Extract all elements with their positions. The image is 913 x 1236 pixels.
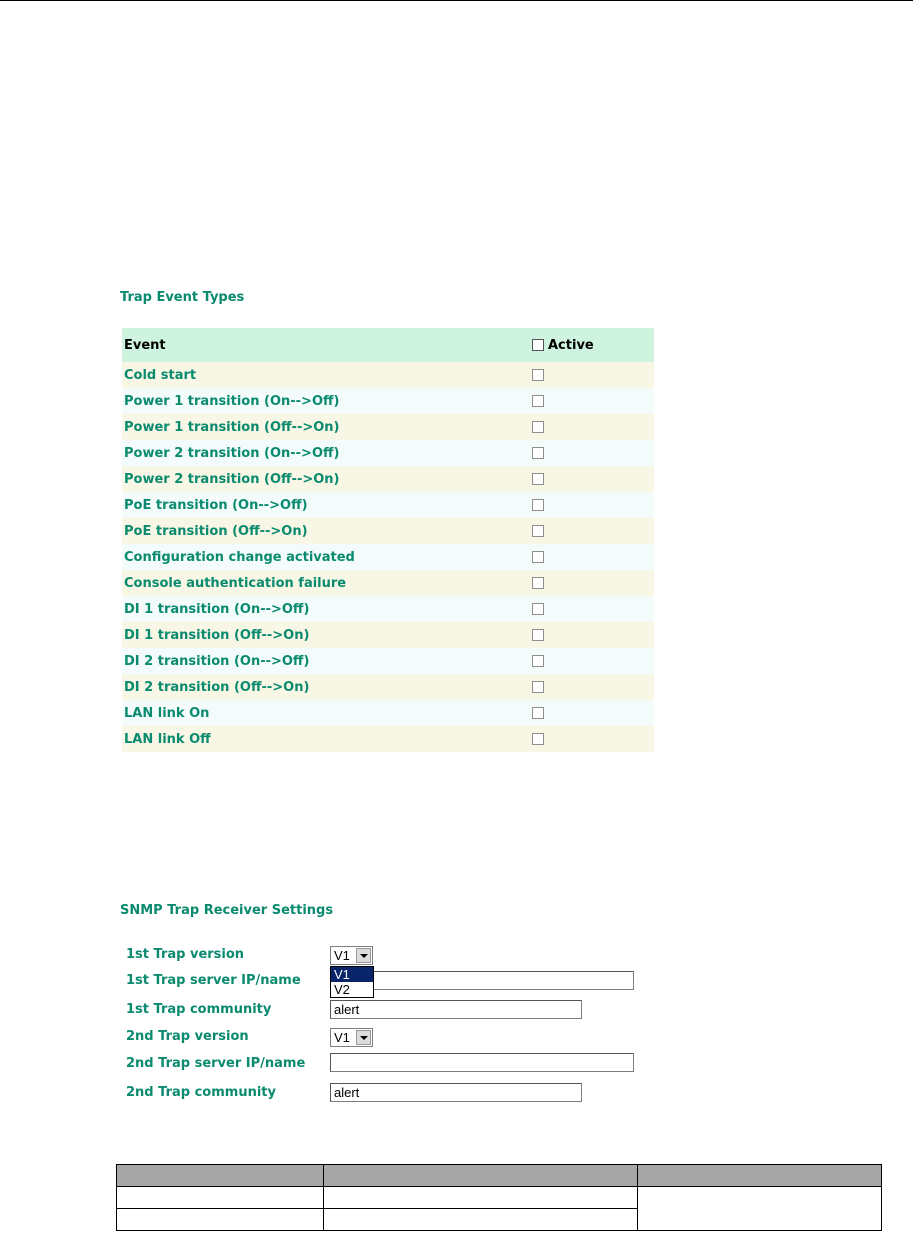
table-row <box>122 570 654 596</box>
active-checkbox[interactable] <box>532 369 544 381</box>
table-row <box>122 674 654 700</box>
event-name: Console authentication failure <box>122 570 526 596</box>
trap2-server-label: 2nd Trap server IP/name <box>126 1056 306 1071</box>
table-header-cell <box>117 1165 324 1187</box>
trap2-server-input[interactable] <box>330 1053 634 1072</box>
trap2-version-value: V1 <box>334 1030 350 1045</box>
active-checkbox[interactable] <box>532 421 544 433</box>
event-column-header: Event <box>122 328 526 362</box>
table-row <box>122 596 654 622</box>
trap1-version-select[interactable] <box>330 946 373 965</box>
event-name: Power 1 transition (On-->Off) <box>122 388 526 414</box>
chevron-down-icon[interactable] <box>356 1030 371 1045</box>
select-all-active-checkbox[interactable] <box>532 339 544 351</box>
active-checkbox[interactable] <box>532 473 544 485</box>
table-header-row <box>117 1165 882 1187</box>
version-option[interactable]: V2 <box>334 982 350 997</box>
snmp-trap-receiver-title: SNMP Trap Receiver Settings <box>120 903 334 918</box>
table-row <box>122 700 654 726</box>
event-name: PoE transition (On-->Off) <box>122 492 526 518</box>
active-checkbox[interactable] <box>532 707 544 719</box>
table-cell <box>638 1187 882 1231</box>
active-checkbox[interactable] <box>532 733 544 745</box>
table-cell <box>323 1209 637 1231</box>
event-name: DI 2 transition (On-->Off) <box>122 648 526 674</box>
active-checkbox[interactable] <box>532 551 544 563</box>
trap-event-header-row <box>122 328 654 362</box>
table-header-cell <box>638 1165 882 1187</box>
event-name: Power 2 transition (Off-->On) <box>122 466 526 492</box>
version-option[interactable]: V1 <box>331 967 373 982</box>
table-row <box>122 648 654 674</box>
event-name: DI 1 transition (Off-->On) <box>122 622 526 648</box>
table-cell <box>117 1209 324 1231</box>
table-row <box>122 518 654 544</box>
event-name: Configuration change activated <box>122 544 526 570</box>
active-header-label: Active <box>548 337 594 353</box>
event-name: Power 1 transition (Off-->On) <box>122 414 526 440</box>
table-row <box>122 388 654 414</box>
table-header-cell <box>323 1165 637 1187</box>
top-rule <box>0 0 913 1</box>
table-row <box>122 544 654 570</box>
active-checkbox[interactable] <box>532 681 544 693</box>
active-checkbox[interactable] <box>532 499 544 511</box>
table-row <box>122 726 654 752</box>
trap1-version-label: 1st Trap version <box>126 947 245 962</box>
active-column-header <box>526 328 654 362</box>
table-row <box>122 492 654 518</box>
table-row <box>122 362 654 388</box>
active-checkbox[interactable] <box>532 655 544 667</box>
table-row <box>122 622 654 648</box>
event-name: PoE transition (Off-->On) <box>122 518 526 544</box>
event-name: LAN link Off <box>122 726 526 752</box>
trap2-community-label: 2nd Trap community <box>126 1085 276 1100</box>
chevron-down-icon[interactable] <box>356 948 371 963</box>
event-name: Cold start <box>122 362 526 388</box>
trap1-version-dropdown-list <box>330 966 374 998</box>
trap-event-types-title: Trap Event Types <box>120 290 245 305</box>
description-table <box>116 1164 882 1231</box>
table-cell <box>323 1187 637 1209</box>
event-name: DI 1 transition (On-->Off) <box>122 596 526 622</box>
trap2-version-select[interactable] <box>330 1028 373 1047</box>
trap2-community-input[interactable]: alert <box>330 1083 582 1102</box>
event-name: DI 2 transition (Off-->On) <box>122 674 526 700</box>
trap1-version-value: V1 <box>334 948 350 963</box>
event-name: LAN link On <box>122 700 526 726</box>
trap2-version-label: 2nd Trap version <box>126 1029 249 1044</box>
trap1-community-label: 1st Trap community <box>126 1002 272 1017</box>
trap1-server-input[interactable] <box>330 971 634 990</box>
active-checkbox[interactable] <box>532 525 544 537</box>
table-row <box>117 1187 882 1209</box>
event-name: Power 2 transition (On-->Off) <box>122 440 526 466</box>
table-cell <box>117 1187 324 1209</box>
trap-event-table <box>122 328 654 752</box>
active-checkbox[interactable] <box>532 447 544 459</box>
table-row <box>122 466 654 492</box>
trap1-community-input[interactable]: alert <box>330 1000 582 1019</box>
table-row <box>122 440 654 466</box>
active-checkbox[interactable] <box>532 577 544 589</box>
table-row <box>122 414 654 440</box>
active-checkbox[interactable] <box>532 603 544 615</box>
trap1-server-label: 1st Trap server IP/name <box>126 973 301 988</box>
active-checkbox[interactable] <box>532 629 544 641</box>
active-checkbox[interactable] <box>532 395 544 407</box>
